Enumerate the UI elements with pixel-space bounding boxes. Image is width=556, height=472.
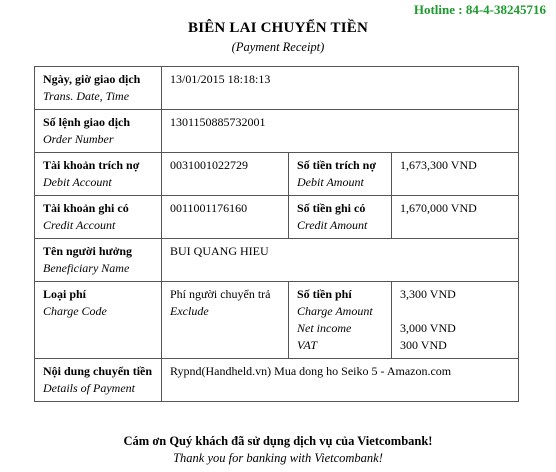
row-charge bbox=[35, 282, 519, 359]
label-vi: Nội dung chuyển tiền bbox=[43, 364, 153, 378]
label-en: Beneficiary Name bbox=[43, 261, 130, 275]
charge-code-value bbox=[162, 282, 289, 359]
row-beneficiary bbox=[35, 239, 519, 282]
receipt-table bbox=[34, 66, 519, 402]
charge-code-value-en: Exclude bbox=[170, 304, 209, 318]
debit-amount-label bbox=[289, 153, 392, 196]
credit-account-value: 0011001176160 bbox=[162, 196, 289, 239]
label-en: Credit Account bbox=[43, 218, 116, 232]
order-number-value: 1301150885732001 bbox=[162, 110, 519, 153]
charge-code-value-vi: Phí người chuyển trả bbox=[170, 287, 271, 301]
debit-account-value: 0031001022729 bbox=[162, 153, 289, 196]
label-vi: Số tiền ghi có bbox=[297, 201, 366, 215]
trans-date-label bbox=[35, 67, 162, 110]
hotline: Hotline : 84-4-38245716 bbox=[413, 2, 546, 17]
vat-label: VAT bbox=[297, 338, 317, 352]
trans-date-value: 13/01/2015 18:18:13 bbox=[162, 67, 519, 110]
label-vi: Tài khoản trích nợ bbox=[43, 158, 140, 172]
page-subtitle: (Payment Receipt) bbox=[231, 40, 325, 54]
row-debit bbox=[35, 153, 519, 196]
row-details bbox=[35, 359, 519, 402]
order-number-label bbox=[35, 110, 162, 153]
thanks-vi: Cám ơn Quý khách đã sử dụng dịch vụ của Vietcombank! bbox=[123, 434, 433, 448]
row-credit bbox=[35, 196, 519, 239]
charge-amount-values bbox=[392, 282, 519, 359]
net-income-label: Net income bbox=[297, 321, 352, 335]
page-title: BIÊN LAI CHUYỂN TIỀN bbox=[187, 20, 368, 36]
charge-code-label bbox=[35, 282, 162, 359]
label-en: Details of Payment bbox=[43, 381, 135, 395]
charge-amount-value: 3,300 VND bbox=[400, 287, 456, 301]
label-en: Credit Amount bbox=[297, 218, 368, 232]
beneficiary-value: BUI QUANG HIEU bbox=[162, 239, 519, 282]
label-en: Charge Amount bbox=[297, 304, 373, 318]
details-value: Rypnd(Handheld.vn) Mua dong ho Seiko 5 - Amazon.com bbox=[162, 359, 519, 402]
label-vi: Số lệnh giao dịch bbox=[43, 115, 131, 129]
debit-account-label bbox=[35, 153, 162, 196]
net-income-value: 3,000 VND bbox=[400, 321, 456, 335]
label-vi: Số tiền phí bbox=[297, 287, 352, 301]
label-en: Debit Amount bbox=[297, 175, 364, 189]
row-order-number bbox=[35, 110, 519, 153]
credit-amount-value: 1,670,000 VND bbox=[392, 196, 519, 239]
vat-value: 300 VND bbox=[400, 338, 447, 352]
charge-amount-label bbox=[289, 282, 392, 359]
row-trans-date bbox=[35, 67, 519, 110]
credit-account-label bbox=[35, 196, 162, 239]
label-en: Trans. Date, Time bbox=[43, 89, 130, 103]
label-vi: Tài khoản ghi có bbox=[43, 201, 129, 215]
debit-amount-value: 1,673,300 VND bbox=[392, 153, 519, 196]
label-vi: Số tiền trích nợ bbox=[297, 158, 376, 172]
label-en: Order Number bbox=[43, 132, 114, 146]
details-label bbox=[35, 359, 162, 402]
label-vi: Loại phí bbox=[43, 287, 87, 301]
thanks-en: Thank you for banking with Vietcombank! bbox=[173, 451, 383, 465]
credit-amount-label bbox=[289, 196, 392, 239]
label-vi: Ngày, giờ giao dịch bbox=[43, 72, 141, 86]
label-en: Charge Code bbox=[43, 304, 107, 318]
beneficiary-label bbox=[35, 239, 162, 282]
label-en: Debit Account bbox=[43, 175, 112, 189]
label-vi: Tên người hưởng bbox=[43, 244, 133, 258]
